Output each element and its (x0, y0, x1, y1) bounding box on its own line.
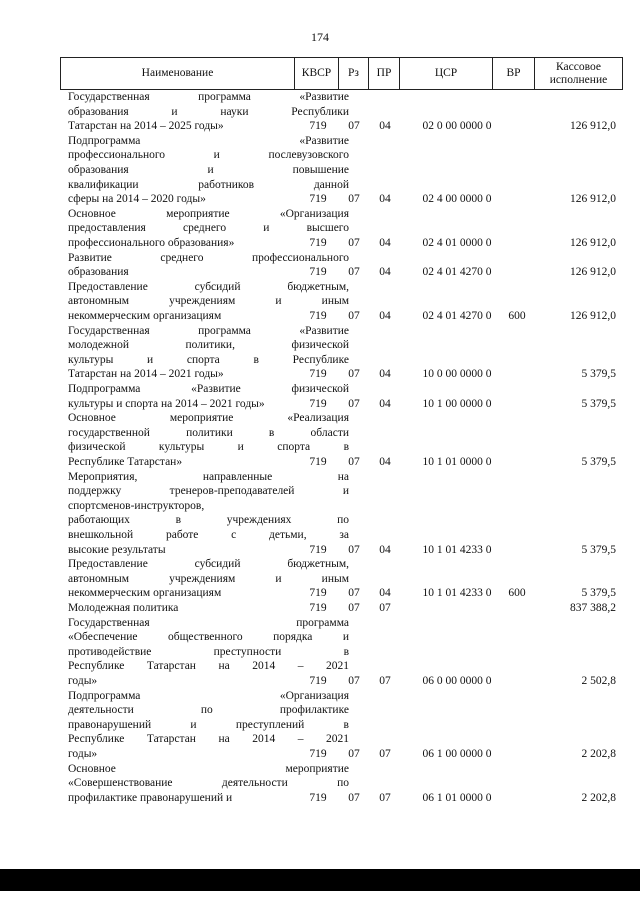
vr-cell (500, 674, 534, 689)
row-name-line: Молодежная политика (68, 602, 179, 614)
rz-cell: 07 (348, 368, 360, 381)
row-name-line: сферы на 2014 – 2020 годы» (68, 193, 206, 206)
header-pr: ПР (368, 58, 399, 89)
row-name-line: культуры и спорта в Республике (68, 353, 349, 366)
row-name-line: внешкольной работе с детьми, за (68, 528, 349, 541)
vr-cell (500, 543, 534, 558)
table-row (60, 762, 623, 806)
amount-cell: 2 502,8 (581, 674, 616, 687)
table-row (60, 601, 623, 616)
amount-cell: 126 912,0 (570, 309, 616, 322)
csr-cell: 02 4 01 4270 0 (422, 266, 492, 279)
csr-cell: 02 4 01 0000 0 (422, 236, 492, 249)
row-name-line: «Совершенствование деятельности по (68, 777, 349, 790)
pr-cell: 07 (379, 747, 391, 760)
row-name-line: деятельности по профилактике (68, 704, 349, 717)
amount-cell: 5 379,5 (581, 543, 616, 556)
vr-cell (500, 367, 534, 382)
rz-cell: 07 (348, 397, 360, 410)
row-name-line: Республике Татарстан на 2014 – 2021 (68, 660, 349, 673)
table-row (60, 134, 623, 207)
page-number: 174 (311, 30, 329, 44)
row-name-line: некоммерческим организациям (68, 309, 222, 322)
amount-cell: 2 202,8 (581, 791, 616, 804)
row-name-line: Основное мероприятие «Реализация (68, 412, 349, 425)
vr-cell (500, 236, 534, 251)
row-name-line: предоставления среднего и высшего (68, 222, 349, 235)
amount-cell: 5 379,5 (581, 368, 616, 381)
row-name-line: спортсменов-инструкторов, (68, 499, 205, 512)
table-row (60, 616, 623, 689)
kvsr-cell: 719 (309, 791, 327, 804)
kvsr-cell: 719 (309, 120, 327, 133)
csr-cell (401, 601, 513, 616)
vr-cell (500, 192, 534, 207)
row-name-line: квалификации работников данной (68, 178, 349, 191)
kvsr-cell: 719 (309, 747, 327, 760)
csr-cell: 06 1 01 0000 0 (422, 791, 492, 804)
csr-cell: 06 1 00 0000 0 (422, 747, 492, 760)
vr-cell: 600 (508, 309, 526, 322)
header-rz: Рз (338, 58, 368, 89)
row-name-line: годы» (68, 747, 98, 760)
csr-cell: 10 1 01 4233 0 (422, 543, 492, 556)
row-name-line: Государственная программа (68, 616, 349, 629)
amount-cell: 2 202,8 (581, 747, 616, 760)
row-name-line: автономным учреждениям и иным (68, 295, 349, 308)
row-name-line: высокие результаты (68, 543, 166, 556)
row-name-line: культуры и спорта на 2014 – 2021 годы» (68, 397, 265, 410)
rz-cell: 07 (348, 674, 360, 687)
csr-cell: 06 0 00 0000 0 (422, 674, 492, 687)
vr-cell (500, 119, 534, 134)
kvsr-cell: 719 (309, 397, 327, 410)
row-name-line: физической культуры и спорта в (68, 441, 349, 454)
row-name-line: профессионального и послевузовского (68, 149, 349, 162)
row-name-line: профессионального образования» (68, 236, 235, 249)
csr-cell: 10 1 01 0000 0 (422, 455, 492, 468)
table-header (60, 57, 623, 90)
pr-cell: 04 (379, 236, 391, 249)
vr-cell (500, 265, 534, 280)
row-name-line: государственной политики в области (68, 426, 349, 439)
csr-cell: 10 0 00 0000 0 (422, 368, 492, 381)
header-csr: ЦСР (399, 58, 492, 89)
rz-cell: 07 (348, 587, 360, 600)
pr-cell: 04 (379, 266, 391, 279)
kvsr-cell: 719 (309, 543, 327, 556)
csr-cell: 02 0 00 0000 0 (422, 120, 492, 133)
csr-cell: 10 1 00 0000 0 (422, 397, 492, 410)
table-row (60, 251, 623, 280)
kvsr-cell: 719 (309, 309, 327, 322)
rz-cell: 07 (348, 455, 360, 468)
kvsr-cell: 719 (309, 587, 327, 600)
amount-cell: 126 912,0 (570, 193, 616, 206)
vr-cell (500, 747, 534, 762)
rz-cell: 07 (348, 602, 360, 614)
vr-cell (500, 791, 534, 806)
rz-cell: 07 (348, 747, 360, 760)
kvsr-cell: 719 (309, 455, 327, 468)
row-name-line: работающих в учреждениях по (68, 514, 349, 527)
row-name-line: Предоставление субсидий бюджетным, (68, 558, 349, 571)
row-name-line: Республике Татарстан» (68, 455, 183, 468)
row-name-line: молодежной политики, физической (68, 339, 349, 352)
table-row (60, 470, 623, 558)
header-naimenovanie: Наименование (141, 67, 214, 79)
pr-cell: 04 (379, 120, 391, 133)
row-name-line: годы» (68, 674, 98, 687)
amount-cell: 837 388,2 (570, 602, 616, 614)
vr-cell (500, 397, 534, 412)
kvsr-cell: 719 (309, 266, 327, 279)
row-name-line: Подпрограмма «Развитие физической (68, 383, 349, 395)
table-row (60, 689, 623, 762)
row-name-line: Подпрограмма «Развитие (68, 134, 349, 147)
table-row (60, 207, 623, 251)
kvsr-cell: 719 (309, 602, 327, 614)
scan-edge-bar (0, 869, 640, 891)
rz-cell: 07 (348, 266, 360, 279)
pr-cell: 04 (379, 309, 391, 322)
row-name-line: Мероприятия, направленные на (68, 470, 349, 483)
pr-cell: 04 (379, 397, 391, 410)
vr-cell (500, 601, 534, 616)
pr-cell: 04 (379, 368, 391, 381)
amount-cell: 126 912,0 (570, 266, 616, 279)
row-name-line: автономным учреждениям и иным (68, 572, 349, 585)
amount-cell: 126 912,0 (570, 236, 616, 249)
vr-cell (500, 455, 534, 470)
row-name-line: «Обеспечение общественного порядка и (68, 631, 349, 644)
row-name-line: Основное мероприятие (68, 762, 349, 775)
row-name-line: поддержку тренеров-преподавателей и (68, 485, 349, 498)
kvsr-cell: 719 (309, 193, 327, 206)
kvsr-cell: 719 (309, 368, 327, 381)
table-row (60, 382, 623, 411)
row-name-line: Развитие среднего профессионального (68, 251, 349, 264)
amount-cell: 5 379,5 (581, 455, 616, 468)
header-kvsr: КВСР (294, 58, 338, 89)
pr-cell: 04 (379, 455, 391, 468)
amount-cell: 126 912,0 (570, 120, 616, 133)
pr-cell: 04 (379, 587, 391, 600)
kvsr-cell: 719 (309, 674, 327, 687)
csr-cell: 02 4 00 0000 0 (422, 193, 492, 206)
table-row (60, 90, 623, 134)
pr-cell: 07 (379, 674, 391, 687)
rz-cell: 07 (348, 791, 360, 804)
row-name-line: Татарстан на 2014 – 2021 годы» (68, 368, 224, 381)
pr-cell: 04 (379, 193, 391, 206)
row-name-line: некоммерческим организациям (68, 587, 222, 600)
table-row (60, 557, 623, 601)
row-name-line: Республике Татарстан на 2014 – 2021 (68, 733, 349, 746)
header-kassovoe-ispolnenie: Кассовое исполнение (534, 58, 622, 89)
pr-cell: 04 (379, 543, 391, 556)
pr-cell: 07 (379, 602, 391, 614)
row-name-line: Государственная программа «Развитие (68, 91, 349, 103)
rz-cell: 07 (348, 193, 360, 206)
rz-cell: 07 (348, 120, 360, 133)
rz-cell: 07 (348, 236, 360, 249)
rz-cell: 07 (348, 543, 360, 556)
table-row (60, 411, 623, 469)
header-vr: ВР (492, 58, 534, 89)
row-name-line: Татарстан на 2014 – 2025 годы» (68, 120, 224, 133)
row-name-line: Подпрограмма «Организация (68, 689, 349, 702)
row-name-line: образования и повышение (68, 163, 349, 176)
row-name-line: Государственная программа «Развитие (68, 324, 349, 337)
pr-cell: 07 (379, 791, 391, 804)
row-name-line: правонарушений и преступлений в (68, 718, 349, 731)
amount-cell: 5 379,5 (581, 587, 616, 600)
vr-cell: 600 (508, 587, 526, 600)
table-row (60, 324, 623, 382)
amount-cell: 5 379,5 (581, 397, 616, 410)
row-name-line: противодействие преступности в (68, 645, 349, 658)
row-name-line: профилактике правонарушений и (68, 791, 233, 804)
rz-cell: 07 (348, 309, 360, 322)
row-name-line: Основное мероприятие «Организация (68, 207, 349, 220)
table-row (60, 280, 623, 324)
row-name-line: образования и науки Республики (68, 105, 349, 118)
kvsr-cell: 719 (309, 236, 327, 249)
csr-cell: 10 1 01 4233 0 (422, 587, 492, 600)
csr-cell: 02 4 01 4270 0 (422, 309, 492, 322)
row-name-line: образования (68, 266, 129, 279)
row-name-line: Предоставление субсидий бюджетным, (68, 280, 349, 293)
